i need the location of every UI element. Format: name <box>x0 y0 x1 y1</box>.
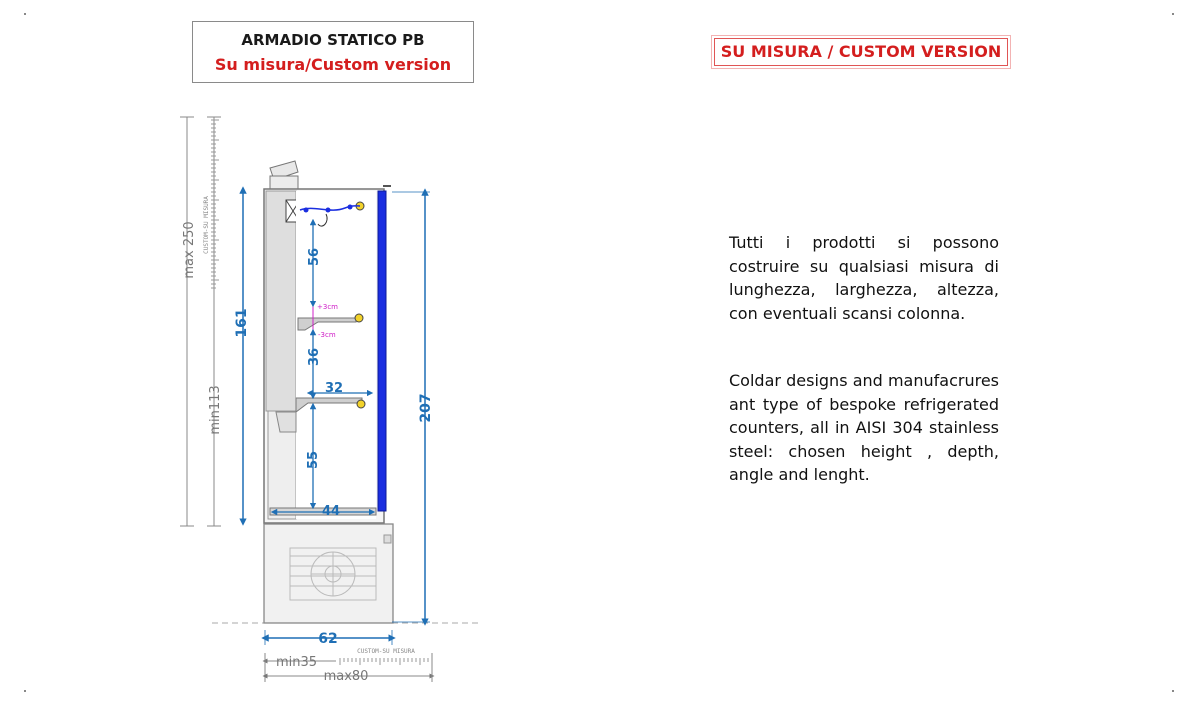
minus-3cm-label: -3cm <box>318 331 336 339</box>
plus-3cm-label: +3cm <box>317 303 338 311</box>
corner-mark <box>1172 690 1174 692</box>
product-title: ARMADIO STATICO PB <box>241 31 425 49</box>
corner-mark <box>1172 13 1174 15</box>
description-italian: Tutti i prodotti si possono costruire su qualsiasi misura di lunghezza, larghezza, altezza, con eventuali scansi colonna. <box>729 233 999 323</box>
dimension-32: 32 <box>324 381 344 396</box>
description-english: Coldar designs and manufacrures ant type of bespoke refrigerated counters, all in AISI 304 stainless steel: chosen height , depth, angle and lenght. <box>729 371 999 484</box>
dimension-161: 161 <box>234 308 250 338</box>
dimension-44: 44 <box>321 504 341 519</box>
dimension-207: 207 <box>418 393 434 423</box>
min-height-label: min113 <box>208 385 223 435</box>
min-depth-label: min35 <box>276 655 318 670</box>
corner-mark <box>24 690 26 692</box>
dimension-55: 55 <box>306 450 321 470</box>
ruler-caption-vertical: CUSTOM-SU MISURA <box>203 196 210 254</box>
max-depth-label: max80 <box>323 669 369 684</box>
max-height-label: max 250 <box>182 221 197 279</box>
dimension-36: 36 <box>307 347 322 367</box>
dimension-62: 62 <box>318 631 338 647</box>
custom-version-badge: SU MISURA / CUSTOM VERSION <box>714 38 1008 66</box>
dimension-56: 56 <box>307 247 322 267</box>
product-subtitle: Su misura/Custom version <box>214 55 452 74</box>
corner-mark <box>24 13 26 15</box>
ruler-caption-horizontal: CUSTOM-SU MISURA <box>357 648 415 655</box>
height-ruler <box>180 117 221 526</box>
